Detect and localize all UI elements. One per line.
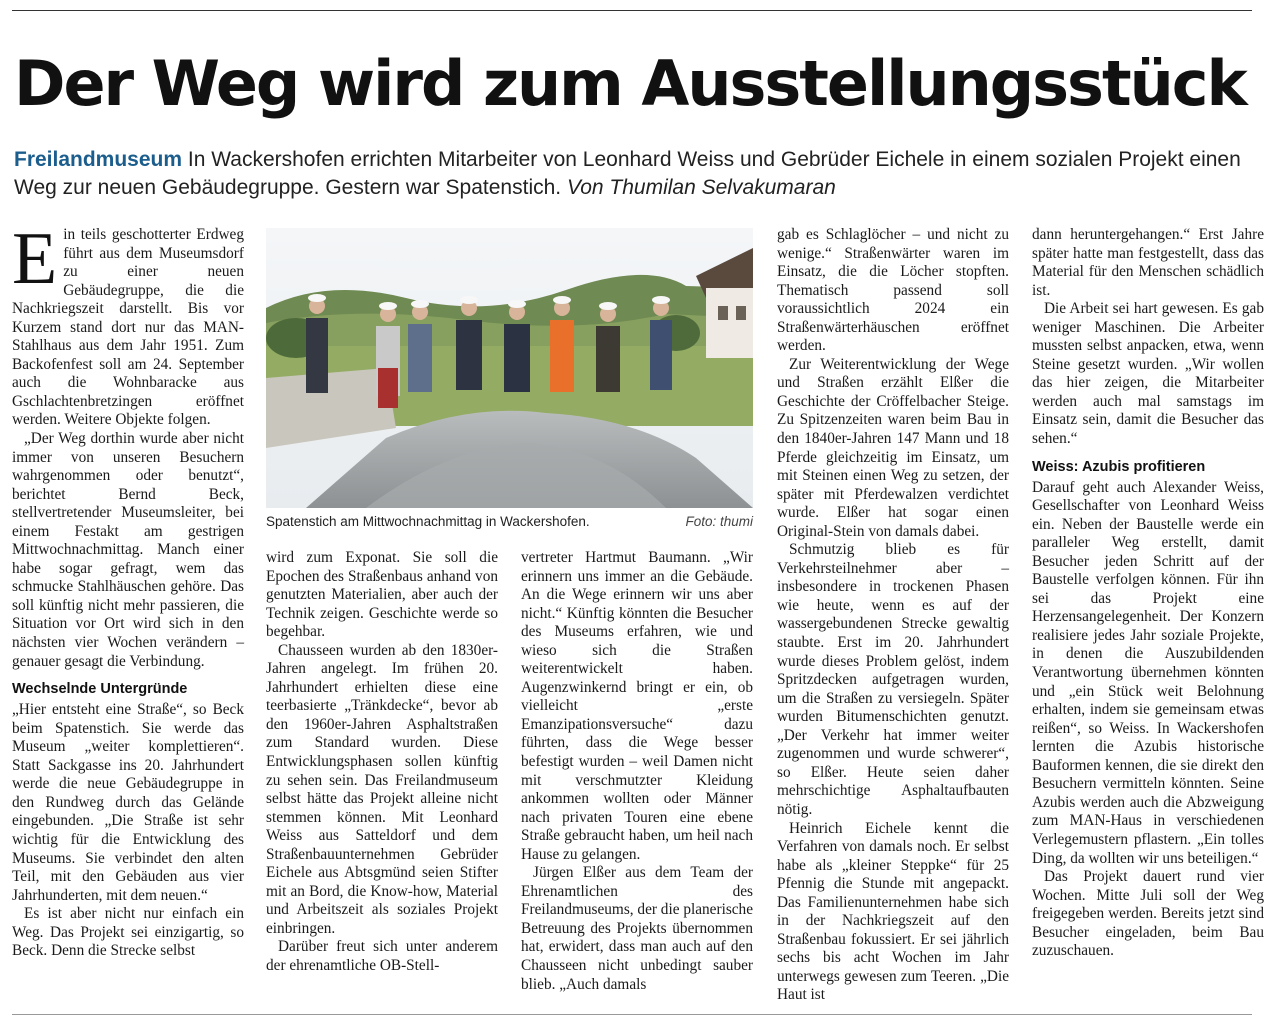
paragraph	[12, 218, 244, 430]
headline: Der Weg wird zum Ausstellungsstück	[14, 47, 1246, 120]
caption-text: Spatenstich am Mittwochnachmittag in Wackershofen.	[266, 514, 590, 529]
paragraph: Heinrich Eichele kennt die Verfahren von damals noch. Er selbst habe als „kleiner Steppke“ für 25 Pfennig die Stunde mit angepackt. Das Familienunternehmen habe sich in der Nachkriegszeit auf den Straßenbau fokussiert. Er sei jährlich sechs bis acht Wochen im Jahr unterwegs gewesen zum Teeren. „Die Haut ist	[777, 819, 1009, 1004]
intro-text	[14, 146, 1264, 202]
paragraph: gab es Schlaglöcher – und nicht zu wenige.“ Straßenwärter waren im Einsatz, die die Löcher stopften. Thematisch passend soll voraussichtlich 2024 ein Straßenwärterhäuschen eröffnet werden.	[777, 226, 1009, 355]
paragraph: Es ist aber nicht nur einfach ein Weg. Das Projekt sei einzigartig, so Beck. Denn die Strecke selbst	[12, 905, 244, 960]
paragraph-text: in teils geschotterter Erdweg führt aus dem Museumsdorf zu einer neuen Gebäudegruppe, die die Nachkriegszeit darstellt. Bis vor Kurzem stand dort nur das MAN-Stahlhaus aus dem Jahr 1951. Zum Backofenfest soll am 24. September auch die Wohnbaracke aus Gschlachtenbretzingen eröffnet werden. Weitere Objekte folgen.	[12, 226, 244, 429]
paragraph: Chausseen wurden ab den 1830er-Jahren angelegt. Im frühen 20. Jahrhundert erhielten diese eine teerbasierte „Tränkdecke“, bevor ab den 1960er-Jahren Asphaltstraßen zum Standard wurden. Diese Entwicklungsphasen sollen künftig zu sehen sein. Das Freilandmuseum selbst hätte das Projekt alleine nicht stemmen können. Mit Leonhard Weiss aus Satteldorf und dem Straßenbauunternehmen Gebrüder Eichele aus Abtsgmünd seien Stifter mit an Bord, die Know-how, Material und Arbeitszeit als soziales Projekt einbringen.	[266, 641, 498, 937]
photo-credit: Foto: thumi	[685, 514, 753, 529]
column-3	[521, 549, 753, 994]
paragraph: Die Arbeit sei hart gewesen. Es gab weniger Maschinen. Die Arbeiter mussten selbst anpacken, etwa, wenn Steine gesetzt wurden. „Wir wollen das hier zeigen, die Mitarbeiter werden auch mal samstags im Einsatz sein, damit die Besucher das sehen.“	[1032, 300, 1264, 448]
paragraph: dann heruntergehangen.“ Erst Jahre später hatte man festgestellt, dass das Material für den Menschen schädlich ist.	[1032, 226, 1264, 299]
photo-illustration	[266, 228, 753, 508]
paragraph: „Hier entsteht eine Straße“, so Beck beim Spatenstich. Sie werde das Museum „weiter komplettieren“. Statt Sackgasse ins 20. Jahrhundert werde die neue Gebäudegruppe in den Rundweg durch das Gelände eingebunden. „Die Straße ist sehr wichtig für die Entwicklung des Museums. Sie verbindet den alten Teil, mit den Gebäuden aus vier Jahrhunderten, mit dem neuen.“	[12, 701, 244, 904]
byline: Von Thumilan Selvakumaran	[566, 176, 836, 199]
subheading-wechselnde-untergruende: Wechselnde Untergründe	[12, 681, 188, 698]
paragraph: Zur Weiterentwicklung der Wege und Straßen erzählt Elßer die Geschichte der Cröffelbacher Steige. Zu Spitzenzeiten waren beim Bau in den 1840er-Jahren 147 Mann und 18 Pferde gleichzeitig im Einsatz, um mit Steinen einen Weg zu setzen, der später mit Pferdewalzen verdichtet wurde. Elßer hat sogar einen Original-Stein von damals dabei.	[777, 355, 1009, 540]
intro-body: In Wackershofen errichten Mitarbeiter von Leonhard Weiss und Gebrüder Eichele in einem sozialen Projekt einen Weg zur neuen Gebäudegruppe. Gestern war Spatenstich.	[14, 148, 1241, 199]
column-2	[266, 549, 498, 976]
paragraph: Jürgen Elßer aus dem Team der Ehrenamtlichen des Freilandmuseums, der die planerische Betreuung des Projekts übernommen hat, erwidert, dass man auch auf den Chausseen nicht unbedingt sauber blieb. „Auch damals	[521, 864, 753, 993]
paragraph: „Der Weg dorthin wurde aber nicht immer von unseren Besuchern wahrgenommen oder benutzt“, berichtet Bernd Beck, stellvertretender Museumsleiter, bei einem Festakt am gestrigen Mittwochnachmittag. Manch einer habe sogar gefragt, wem das schmucke Stahlhäuschen gehöre. Das soll künftig nicht mehr passieren, die Situation vor Ort wird sich in den nächsten vier Wochen verändern – genauer gesagt die Verbindung.	[12, 430, 244, 670]
top-rule	[12, 10, 1252, 11]
paragraph: Darüber freut sich unter anderem der ehrenamtliche OB-Stell-	[266, 938, 498, 975]
paragraph: wird zum Exponat. Sie soll die Epochen des Straßenbaus anhand von genutzten Materialien, aber auch der Technik zeigen. Geschichte werde so begehbar.	[266, 549, 498, 641]
paragraph: Das Projekt dauert rund vier Wochen. Mitte Juli soll der Weg freigegeben werden. Bereits jetzt sind Besucher eingeladen, beim Bau zuzuschauen.	[1032, 868, 1264, 960]
paragraph: Darauf geht auch Alexander Weiss, Gesellschafter von Leonhard Weiss ein. Neben der Baustelle werde ein paralleler Weg erstellt, damit Besucher jeden Schritt auf der Baustelle verfolgen können. Für ihn sei das Projekt eine Herzensangelegenheit. Der Konzern realisiere jedes Jahr soziale Projekte, in denen die Auszubildenden Verantwortung übernehmen könnten und „ein Stück weit Belohnung erhalten, indem sie gemeinsam etwas reißen“, so Weiss. In Wackershofen lernten die Azubis historische Bauformen kennen, die sie direkt den Besuchern vermitteln könnten. Seine Azubis werden auch die Abzweigung zum MAN-Haus in verschiedenen Verlegemustern pflastern. „Ein tolles Ding, da wollten wir uns beteiligen.“	[1032, 478, 1264, 867]
column-1	[12, 218, 244, 961]
paragraph: Schmutzig blieb es für Verkehrsteilnehmer aber – insbesondere in trockenen Phasen wie heute, wenn es auf der wassergebundenen Strecke gewaltig staubte. Erst im 20. Jahrhundert wurde dieses Problem gelöst, indem Spritzdecken aufgetragen wurden, um die Straßen zu versiegeln. Später wurden Bitumenschichten genutzt. „Der Verkehr hat immer weiter zugenommen und wurde schwerer“, so Elßer. Heute seien daher mehrschichtige Asphaltaufbauten nötig.	[777, 541, 1009, 818]
column-4	[777, 226, 1009, 1005]
paragraph: vertreter Hartmut Baumann. „Wir erinnern uns immer an die Gebäude. An die Wege erinnern wir uns aber nicht.“ Künftig könnten die Besucher des Museums erfahren, wie und wieso sich die Straßen weiterentwickelt haben. Augenzwinkernd bringt er ein, ob vielleicht „erste Emanzipationsversuche“ dazu führten, dass die Wege besser befestigt wurden – weil Damen nicht mit verschmutzter Kleidung ankommen wollten oder Männer nach privaten Touren eine ebene Straße gebraucht haben, um heil nach Hause zu gelangen.	[521, 549, 753, 863]
drop-cap: E	[12, 218, 58, 300]
article-photo	[266, 228, 753, 508]
photo-caption	[266, 513, 753, 531]
bottom-rule	[12, 1014, 1252, 1015]
column-5	[1032, 226, 1264, 961]
subheading-weiss-azubis-profitieren: Weiss: Azubis profitieren	[1032, 458, 1206, 475]
kicker: Freilandmuseum	[14, 148, 183, 171]
